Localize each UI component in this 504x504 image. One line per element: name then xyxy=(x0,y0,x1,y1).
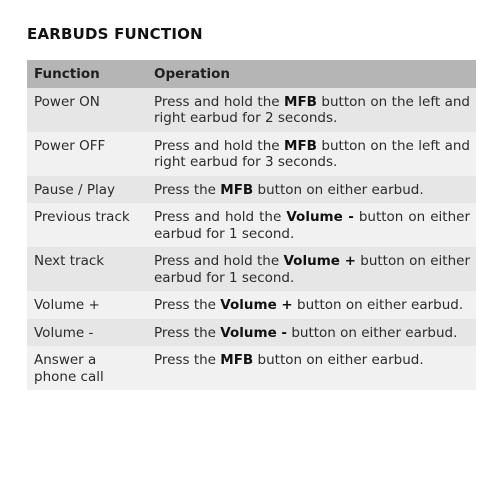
operation-cell xyxy=(147,176,476,204)
operation-text: button on either earbud. xyxy=(287,324,458,341)
operation-text: button on the left and right earbud for 2 seconds. xyxy=(154,93,471,126)
function-cell: Volume + xyxy=(27,291,147,319)
operation-text: Press the xyxy=(154,181,221,198)
table-row xyxy=(27,346,476,390)
operation-cell xyxy=(147,346,476,390)
operation-text: Press and hold the xyxy=(154,209,287,225)
operation-text: button on either earbud for 1 second. xyxy=(154,253,470,286)
function-cell: Power ON xyxy=(27,88,147,132)
operation-cell xyxy=(147,319,476,347)
function-cell: Answer a phone call xyxy=(27,346,147,390)
button-name: Volume - xyxy=(220,324,288,341)
header-function: Function xyxy=(27,60,147,88)
button-name: Volume + xyxy=(220,297,293,313)
operation-text: button on the left and right earbud for 3 seconds. xyxy=(154,137,471,170)
table-row xyxy=(27,247,476,291)
button-name: MFB xyxy=(284,93,317,110)
operation-cell xyxy=(147,132,476,176)
section-title: EARBUDS FUNCTION xyxy=(27,25,203,43)
operation-text: button on either earbud for 1 second. xyxy=(154,209,470,242)
operation-text: Press and hold the xyxy=(154,253,284,269)
function-cell: Next track xyxy=(27,247,147,291)
earbuds-function-table xyxy=(27,60,476,390)
button-name: MFB xyxy=(220,181,254,198)
table-header-row xyxy=(27,60,476,88)
function-cell: Power OFF xyxy=(27,132,147,176)
operation-cell xyxy=(147,88,476,132)
table-row xyxy=(27,203,476,247)
button-name: Volume + xyxy=(283,253,356,269)
table-row xyxy=(27,132,476,176)
table-row xyxy=(27,88,476,132)
button-name: MFB xyxy=(284,137,317,154)
operation-cell xyxy=(147,291,476,319)
operation-text: Press the xyxy=(154,324,221,341)
operation-text: Press the xyxy=(154,297,221,313)
function-cell: Previous track xyxy=(27,203,147,247)
table-row xyxy=(27,176,476,204)
function-cell: Pause / Play xyxy=(27,176,147,204)
operation-text: Press and hold the xyxy=(154,137,285,154)
operation-text: Press the xyxy=(154,352,221,368)
button-name: Volume - xyxy=(286,209,354,225)
table-row xyxy=(27,291,476,319)
header-operation: Operation xyxy=(147,60,476,88)
operation-text: button on either earbud. xyxy=(253,181,424,198)
operation-cell xyxy=(147,203,476,247)
operation-text: button on either earbud. xyxy=(253,352,424,368)
button-name: MFB xyxy=(220,352,254,368)
operation-text: button on either earbud. xyxy=(292,297,464,313)
operation-cell xyxy=(147,247,476,291)
function-cell: Volume - xyxy=(27,319,147,347)
operation-text: Press and hold the xyxy=(154,93,285,110)
table-row xyxy=(27,319,476,347)
